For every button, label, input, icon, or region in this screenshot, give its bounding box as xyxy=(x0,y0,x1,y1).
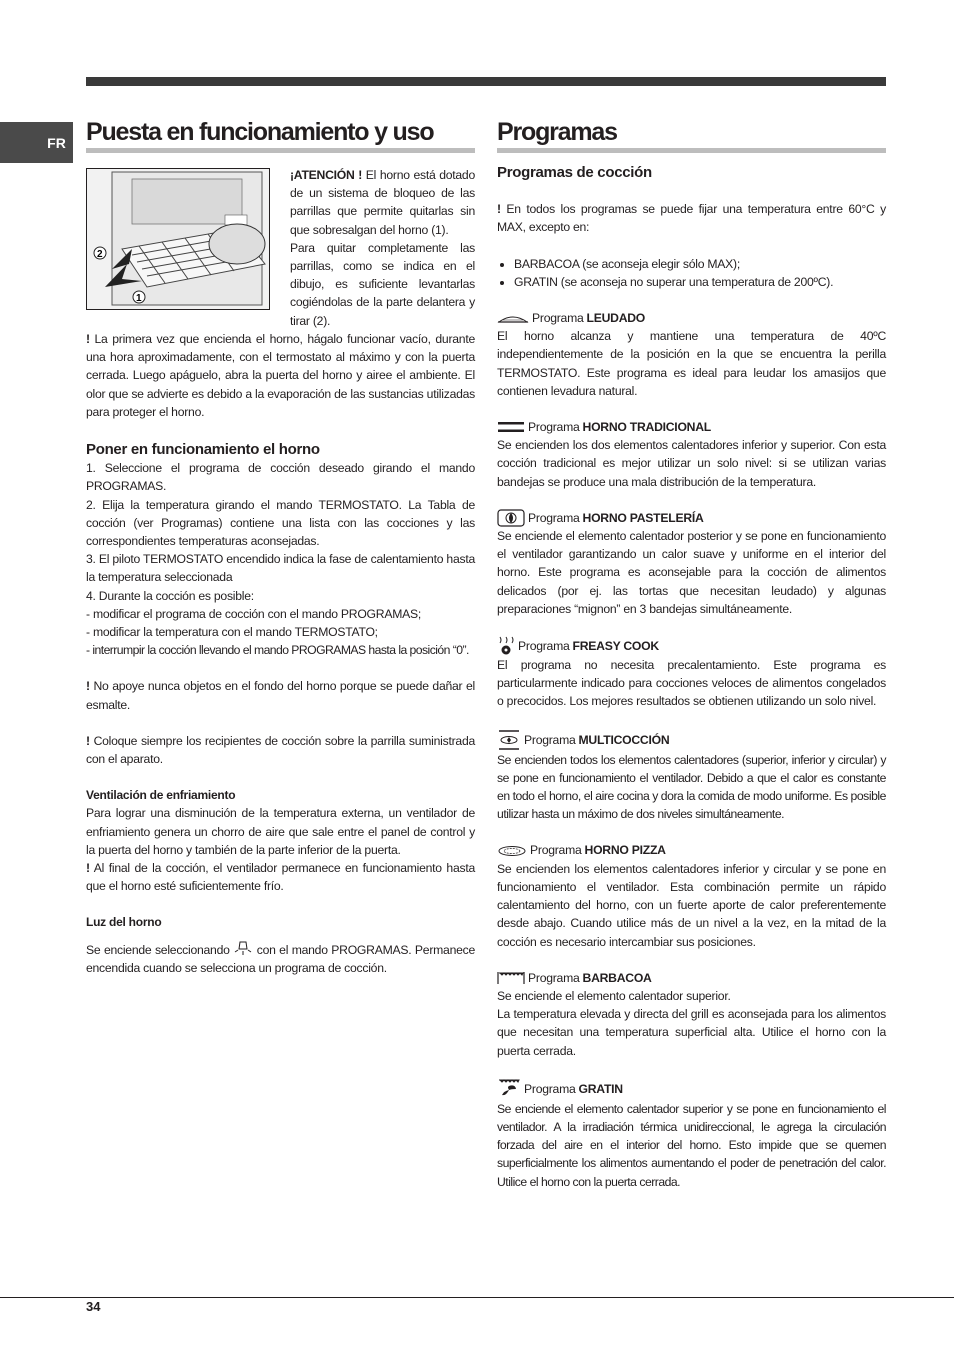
warning-rack: ! Coloque siempre los recipientes de cocción sobre la parrilla suministrada con el aparato. xyxy=(86,733,475,767)
program-barbacoa-text-2: La temperatura elevada y directa del grill es aconsejada para los alimentos que necesitan una temperatura superficial alta. Utilice el horno con la puerta cerrada. xyxy=(497,1007,886,1058)
program-name: LEUDADO xyxy=(586,311,646,326)
step-4c: - interrumpir la cocción llevando el mando PROGRAMAS hasta la posición “0”. xyxy=(86,643,469,658)
program-prefix: Programa xyxy=(528,420,580,435)
program-name: BARBACOA xyxy=(582,970,652,985)
program-prefix: Programa xyxy=(532,311,584,326)
right-column-body xyxy=(497,164,886,1191)
multicooking-icon xyxy=(497,729,521,751)
program-prefix: Programa xyxy=(528,510,580,525)
grill-icon xyxy=(497,971,525,985)
exception-item: • BARBACOA (se aconseja elegir sólo MAX); xyxy=(514,255,886,273)
step-3: 3. El piloto TERMOSTATO encendido indica la fase de calentamiento hasta la temperatura seleccionada xyxy=(86,552,475,585)
warning-rack-text: Coloque siempre los recipientes de cocción sobre la parrilla suministrada con el aparato. xyxy=(86,733,475,767)
oven-rack-drawing xyxy=(87,169,268,308)
program-leudado-text: El horno alcanza y mantiene una temperatura de 40ºC independientemente de la posición en la que se encuentra la perilla TERMOSTATO. Este programa es ideal para leudar los amasijos que contienen levadura natural. xyxy=(497,329,886,398)
program-prefix: Programa xyxy=(528,970,580,985)
programs-subheading: Programas de cocción xyxy=(497,164,652,181)
attention-text: El horno está dotado de un sistema de bloqueo de las parrillas que permite quitarlas sin que sobresalgan del horno (1). xyxy=(290,168,475,237)
figure-label-2: 2 xyxy=(97,249,103,260)
program-name: MULTICOCCIÓN xyxy=(578,732,670,747)
pastry-oven-icon xyxy=(497,509,525,527)
step-4a: - modificar el programa de cocción con el mando PROGRAMAS; xyxy=(86,606,422,621)
page-number: 34 xyxy=(86,1299,101,1314)
program-leudado-heading xyxy=(497,309,886,327)
program-pasteleria-text: Se enciende el elemento calentador posterior y se pone en funcionamiento el ventilador garantizando un calor suave y uniforme en el interior del horno. Este programa es aconsejable para la cocción de alimentos delicados (por ej. las tortas que necesitan leudado) y algunas preparaciones “mignon” en 3 bandejas simultáneamente. xyxy=(497,529,886,616)
traditional-oven-icon xyxy=(497,421,525,433)
light-text-a: Se enciende seleccionando xyxy=(86,942,230,957)
step-1: 1. Seleccione el programa de cocción deseado girando el mando PROGRAMAS. xyxy=(86,461,475,494)
leavening-icon xyxy=(497,312,529,324)
lamp-icon xyxy=(233,940,253,956)
warning-bottom-text: No apoye nunca objetos en el fondo del horno porque se puede dañar el esmalte. xyxy=(86,679,475,712)
program-name: GRATIN xyxy=(578,1081,623,1096)
attention-label: ¡ATENCIÓN ! xyxy=(290,168,363,182)
program-gratin-heading xyxy=(497,1078,886,1100)
section-title-start: Puesta en funcionamiento y uso xyxy=(86,118,475,153)
programs-intro: ! En todos los programas se puede fijar una temperatura entre 60°C y MAX, excepto en: xyxy=(497,202,886,235)
program-barbacoa-heading xyxy=(497,969,886,987)
program-barbacoa-text: Se enciende el elemento calentador superior. xyxy=(497,988,731,1003)
top-rule xyxy=(86,77,886,86)
left-column-body xyxy=(86,330,475,977)
first-use-note: ! La primera vez que encienda el horno, hágalo funcionar vacío, durante una hora aproximadamente, con el termostato al máximo y con la puerta cerrada. Luego apáguelo, abra la puerta del horno y airee el ambiente. El olor que se advierte es debido a la evaporación de las sustancias utilizadas para proteger el horno. xyxy=(86,332,475,419)
program-multi-text: Se encienden todos los elementos calentadores (superior, inferior y circular) y se pone en funcionamiento el ventilador. Debido a que el calor es constante en todo el horno, el aire cocina y dora la comida de modo uniforme. Es posible utilizar hasta un máximo de dos niveles simultáneamente. xyxy=(497,752,886,822)
step-4b: - modificar la temperatura con el mando TERMOSTATO; xyxy=(86,625,378,640)
program-pasteleria-heading xyxy=(497,509,886,527)
program-prefix: Programa xyxy=(524,732,576,747)
program-prefix: Programa xyxy=(524,1081,576,1096)
figure-label-1: 1 xyxy=(136,293,142,304)
exceptions-list xyxy=(497,255,886,291)
start-heading: Poner en funcionamiento el horno xyxy=(86,441,320,459)
section-title-programs: Programas xyxy=(497,118,886,153)
freasy-cook-icon xyxy=(497,636,515,656)
program-tradicional-heading xyxy=(497,418,886,436)
program-gratin-text: Se enciende el elemento calentador superior y se pone en funcionamiento el ventilador. A la irradiación térmica unidireccional, le agrega la circulación forzada del aire en el interior del horno. Esto impide que se quemen superficialmente los alimentos aumentando el poder de penetración del calor. Utilice el horno con la puerta cerrada. xyxy=(497,1101,886,1189)
ventilation-warning: ! Al final de la cocción, el ventilador permanece en funcionamiento hasta que el horno esté suficientemente frío. xyxy=(86,861,475,894)
light-text xyxy=(86,940,475,977)
program-pizza-text: Se encienden los elementos calentadores inferior y circular y se pone en funcionamiento el ventilador. Esta combinación permite un rápido calentamiento del horno, con un fuerte aporte de calor preferentemente desde abajo. Cuando utilice más de un nivel a la vez, en la mitad de la cocción es necesario intercambiar sus posiciones. xyxy=(497,861,886,949)
program-multi-heading xyxy=(497,729,886,751)
gratin-icon xyxy=(497,1078,521,1100)
program-freasy-text: El programa no necesita precalentamiento. Este programa es particularmente indicado para cocciones veloces de alimentos congelados o precocidos. Los mejores resultados se obtienen utilizando un solo nivel. xyxy=(497,658,886,709)
exception-item: • GRATIN (se aconseja no superar una temperatura de 200ºC). xyxy=(514,273,886,291)
program-freasy-heading xyxy=(497,636,886,656)
program-name: HORNO PIZZA xyxy=(584,843,666,858)
ventilation-text: Para lograr una disminución de la temperatura externa, un ventilador de enfriamiento genera un chorro de aire que sale entre el panel de control y la puerta del horno y también de la parte inferior de la puerta. xyxy=(86,806,475,857)
footer-rule xyxy=(0,1297,954,1298)
programs-intro-text: En todos los programas se puede fijar una temperatura entre 60°C y MAX, excepto en: xyxy=(497,202,886,235)
first-use-text: La primera vez que encienda el horno, hágalo funcionar vacío, durante una hora aproximadamente, con el termostato al máximo y con la puerta cerrada. Luego apáguelo, abra la puerta del horno y airee el ambiente. El olor que se advierte es debido a la evaporación de las sustancias utilizadas para proteger el horno. xyxy=(86,332,475,419)
step-2: 2. Elija la temperatura girando el mando TERMOSTATO. La Tabla de cocción (ver Programas) contiene una lista con las cocciones y las correspondientes temperaturas aconsejadas. xyxy=(86,497,475,549)
program-name: FREASY COOK xyxy=(572,638,659,653)
ventilation-heading: Ventilación de enfriamiento xyxy=(86,788,236,803)
program-pizza-heading xyxy=(497,841,886,859)
program-name: HORNO TRADICIONAL xyxy=(582,420,711,435)
light-text-b: con el mando PROGRAMAS. Permanece encendida cuando se selecciona un programa de cocción. xyxy=(86,942,475,975)
program-tradicional-text: Se encienden los dos elementos calentadores inferior y superior. Con esta cocción tradicional es mejor utilizar un solo nivel: si se utilizan varias bandejas se produce una mala distribución de la temperatura. xyxy=(497,438,886,489)
ventilation-warning-text: Al final de la cocción, el ventilador permanece en funcionamiento hasta que el horno esté suficientemente frío. xyxy=(86,861,475,894)
program-prefix: Programa xyxy=(530,843,582,858)
step-4: 4. Durante la cocción es posible: xyxy=(86,588,254,603)
attention-text-2: Para quitar completamente las parrillas, como se indica en el dibujo, es suficiente levantarlas cogiéndolas de la parte delantera y tirar (2). xyxy=(290,240,475,328)
oven-rack-illustration xyxy=(86,168,270,310)
program-prefix: Programa xyxy=(518,638,570,653)
light-heading: Luz del horno xyxy=(86,915,162,930)
attention-block xyxy=(290,166,475,330)
warning-bottom: ! No apoye nunca objetos en el fondo del horno porque se puede dañar el esmalte. xyxy=(86,679,475,712)
program-name: HORNO PASTELERÍA xyxy=(582,510,704,525)
pizza-icon xyxy=(497,845,527,857)
language-tab: FR xyxy=(0,122,73,163)
